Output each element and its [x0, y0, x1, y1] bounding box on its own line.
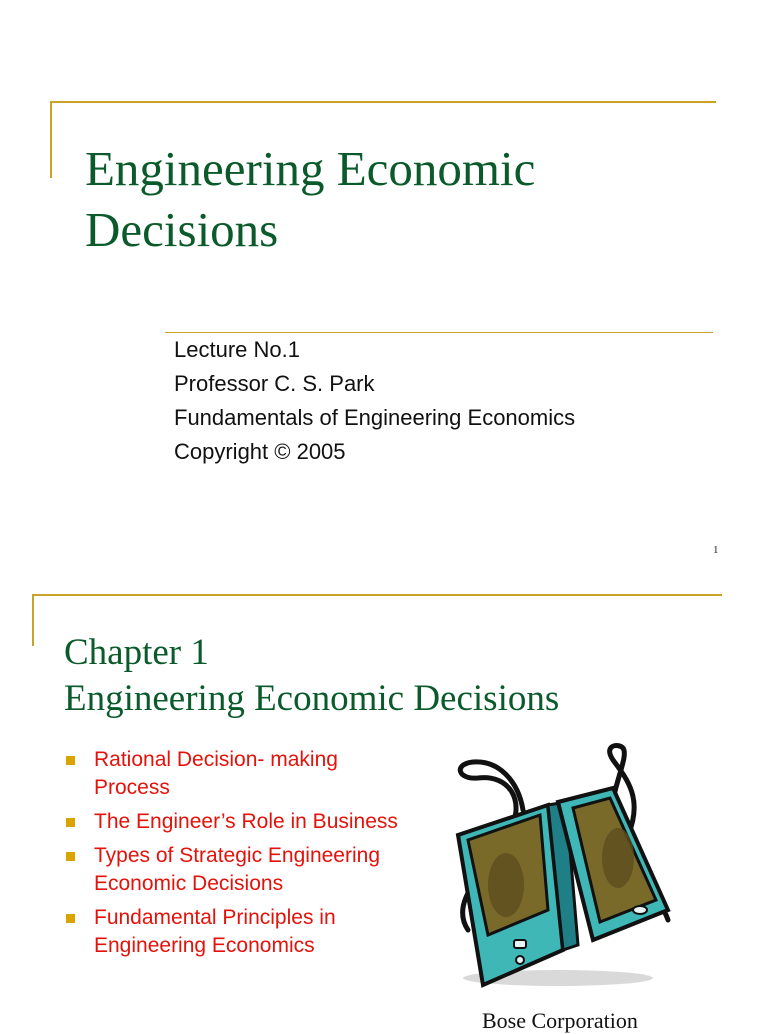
subtitle-rule — [165, 332, 713, 333]
bullet-item — [64, 746, 404, 802]
bullet-square-icon — [66, 756, 75, 765]
speakers-clipart-icon — [428, 740, 688, 990]
bullet-square-icon — [66, 914, 75, 923]
title-top-rule — [50, 101, 716, 103]
bullet-item — [64, 904, 404, 960]
image-caption: Bose Corporation — [482, 1008, 638, 1033]
chapter-top-rule — [32, 594, 722, 596]
professor-name: Professor C. S. Park — [174, 371, 375, 396]
chapter-title-line-2: Engineering Economic Decisions — [64, 678, 560, 719]
chapter-left-rule — [32, 594, 34, 646]
title-left-rule — [50, 101, 52, 178]
chapter-title — [64, 630, 704, 722]
course-title: Fundamentals of Engineering Economics — [174, 405, 576, 430]
chapter-title-line-1: Chapter 1 — [64, 632, 209, 673]
slide-title — [85, 138, 705, 260]
bullet-text: Fundamental Principles in Engineering Economics — [94, 906, 336, 957]
bullet-square-icon — [66, 852, 75, 861]
bullet-text: The Engineer’s Role in Business — [94, 810, 398, 833]
bullet-square-icon — [66, 818, 75, 827]
bullet-text: Rational Decision- making Process — [94, 748, 338, 799]
bullet-item — [64, 842, 404, 898]
bullet-item — [64, 808, 404, 836]
slide-title-line-2: Decisions — [85, 202, 279, 257]
copyright: Copyright © 2005 — [174, 439, 346, 464]
bullet-text: Types of Strategic Engineering Economic Decisions — [94, 844, 381, 895]
lecture-number: Lecture No.1 — [174, 337, 300, 362]
chapter-bullet-list — [64, 746, 404, 966]
slide-title-line-1: Engineering Economic — [85, 141, 536, 196]
page-number: 1 — [713, 544, 719, 556]
